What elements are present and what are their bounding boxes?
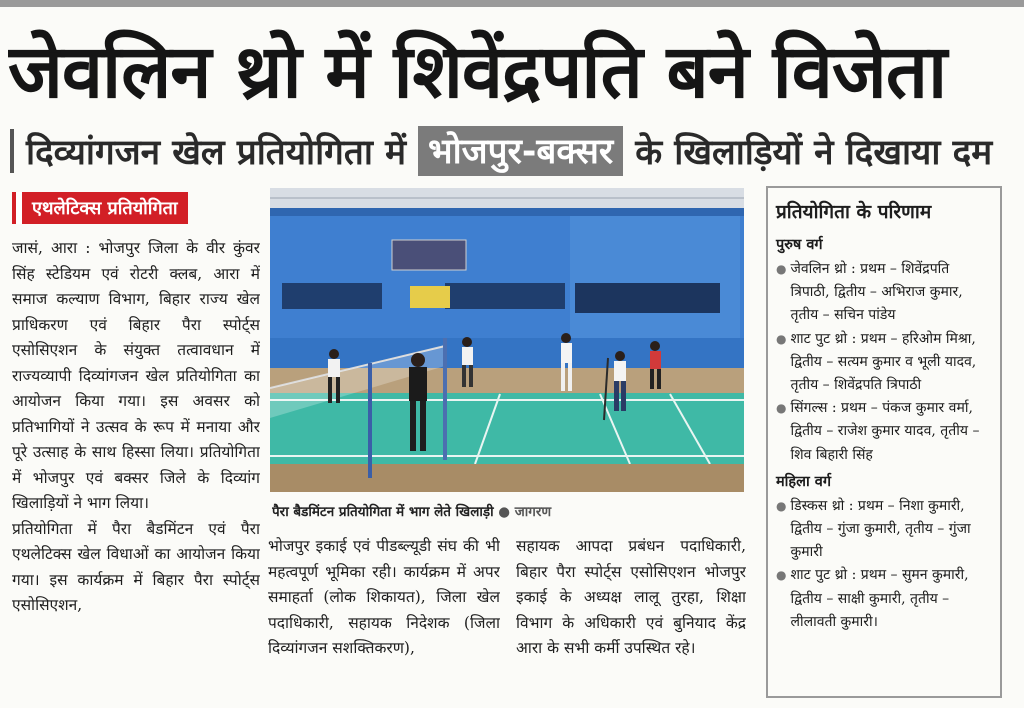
- result-item: [776, 564, 992, 634]
- article-column-3: सहायक आपदा प्रबंधन पदाधिकारी, बिहार पैरा स्पोर्ट्स एसोसिएशन भोजपुर इकाई के अध्यक्ष लालू तुरहा, शिक्षा विभाग के अधिकारी एवं बुनियाद केंद्र आरा के सभी कर्मी उपस्थित रहे।: [516, 537, 746, 657]
- result-text: शाट पुट थ्रो : प्रथम – हरिओम मिश्रा, द्वितीय – सत्यम कुमार व भूली यादव, तृतीय – शिवेंद्रपति त्रिपाठी: [790, 330, 977, 394]
- wall-banner: [392, 240, 466, 270]
- article-paragraph-2: प्रतियोगिता में पैरा बैडमिंटन एवं पैरा एथलेटिक्स खेल विधाओं का आयोजन किया गया। इस कार्यक्रम में बिहार पैरा स्पोर्ट्स एसोसिएशन,: [12, 519, 260, 614]
- bullet-icon: ●: [776, 331, 787, 346]
- court-surface: [270, 393, 744, 464]
- photo-caption: [272, 502, 742, 526]
- bullet-icon: ●: [776, 401, 787, 416]
- result-item: [776, 495, 992, 565]
- headline: जेवलिन थ्रो में शिवेंद्रपति बने विजेता: [8, 29, 947, 115]
- wall-board: [410, 286, 450, 308]
- article-paragraph-1: जासं, आरा : भोजपुर जिला के वीर कुंवर सिंह स्टेडियम एवं रोटरी क्लब, आरा में समाज कल्याण विभाग, बिहार राज्य खेल प्राधिकरण एवं बिहार पैरा स्पोर्ट्स एसोसिएशन के संयुक्त तत्वावधान में राज्यव्यापी दिव्यांगजन खेल प्रतियोगिता का आयोजन किया गया। इस अवसर को प्रतिभागियों ने उत्सव के रूप में मनाया और पूरे उत्साह के साथ हिस्सा लिया। प्रतियोगिता में भोजपुर एवं बक्सर जिले के दिव्यांग खिलाड़ियों ने भाग लिया।: [12, 239, 260, 512]
- badminton-hall-photo: [270, 188, 744, 492]
- results-box: [766, 186, 1002, 698]
- subhead-before: दिव्यांगजन खेल प्रतियोगिता में: [26, 132, 407, 173]
- bullet-icon: ●: [776, 262, 787, 276]
- result-item: [776, 258, 992, 328]
- article-column-1: [12, 192, 260, 692]
- photo-credit: ● जागरण: [498, 504, 552, 520]
- article-body-1: [12, 236, 260, 619]
- result-text: सिंगल्स : प्रथम – पंकज कुमार वर्मा, द्वितीय – राजेश कुमार यादव, तृतीय – शिव बिहारी सिंह: [790, 400, 980, 463]
- subhead-bar: [10, 129, 14, 173]
- bullet-icon: ●: [776, 568, 787, 583]
- results-title: प्रतियोगिता के परिणाम: [776, 201, 932, 223]
- article-column-2: भोजपुर इकाई एवं पीडब्ल्यूडी संघ की भी महत्वपूर्ण भूमिका रही। कार्यक्रम में अपर समाहर्ता (लोक शिकायत), जिला खेल पदाधिकारी, सहायक निदेशक (जिला दिव्यांगजन सशक्तिकरण),: [268, 537, 500, 657]
- subhead-highlight: भोजपुर-बक्सर: [418, 126, 623, 176]
- women-category-label: महिला वर्ग: [776, 473, 831, 490]
- page-top-rule: [0, 0, 1024, 7]
- result-text: डिस्कस थ्रो : प्रथम – निशा कुमारी, द्वितीय – गुंजा कुमारी, तृतीय – गुंजा कुमारी: [790, 497, 971, 561]
- subheadline: [10, 126, 1014, 176]
- result-text: शाट पुट थ्रो : प्रथम – सुमन कुमारी, द्वितीय – साक्षी कुमारी, तृतीय – लीलावती कुमारी।: [790, 567, 969, 630]
- result-item: [776, 397, 992, 467]
- subhead-after: के खिलाड़ियों ने दिखाया दम: [635, 132, 993, 173]
- men-category-label: पुरुष वर्ग: [776, 237, 823, 253]
- result-text: जेवलिन थ्रो : प्रथम – शिवेंद्रपति त्रिपाठी, द्वितीय – अभिराज कुमार, तृतीय – सचिन पांडेय: [790, 261, 963, 324]
- caption-text: पैरा बैडमिंटन प्रतियोगिता में भाग लेते खिलाड़ी: [272, 504, 494, 520]
- result-item: [776, 328, 992, 398]
- news-photo: [270, 188, 744, 492]
- section-tag: एथलेटिक्स प्रतियोगिता: [16, 192, 188, 224]
- bullet-icon: ●: [776, 498, 787, 513]
